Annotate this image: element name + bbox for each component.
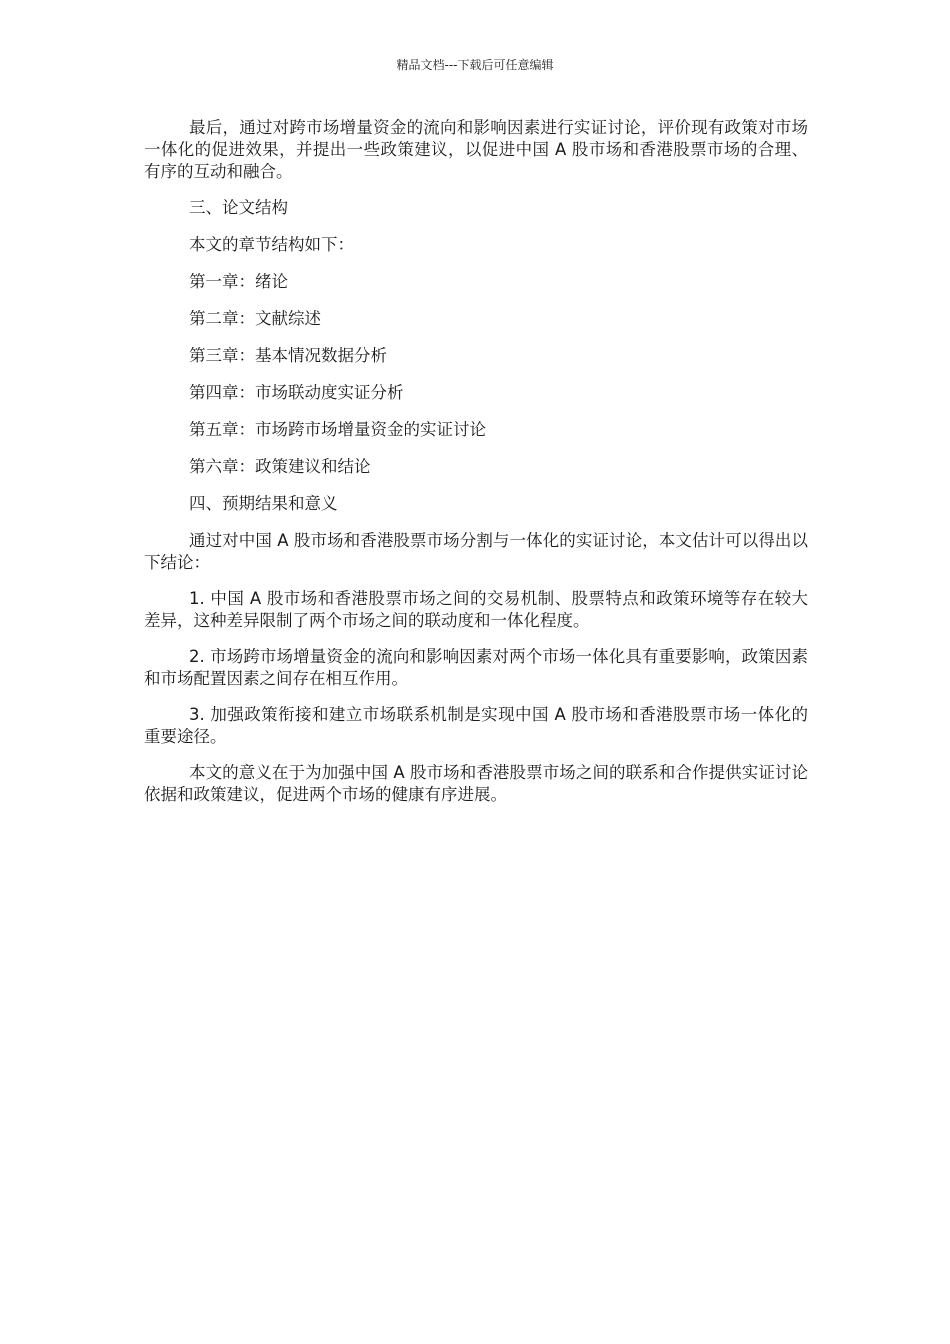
- chapter-item-4: 第四章：市场联动度实证分析: [189, 383, 404, 402]
- section-heading-results: 四、预期结果和意义: [189, 494, 338, 513]
- conclusion-item-3: 3. 加强政策衔接和建立市场联系机制是实现中国 A 股市场和香港股票市场一体化的重要途径。: [144, 705, 808, 746]
- structure-intro: 本文的章节结构如下：: [189, 235, 354, 254]
- significance-paragraph: 本文的意义在于为加强中国 A 股市场和香港股票市场之间的联系和合作提供实证讨论依据和政策建议，促进两个市场的健康有序进展。: [144, 763, 808, 804]
- chapter-item-6: 第六章：政策建议和结论: [189, 457, 371, 476]
- chapter-item-2: 第二章：文献综述: [189, 309, 321, 328]
- chapter-item-1: 第一章：绪论: [189, 272, 288, 291]
- chapter-item-3: 第三章：基本情况数据分析: [189, 346, 387, 365]
- chapter-item-5: 第五章：市场跨市场增量资金的实证讨论: [189, 420, 486, 439]
- page-header: 精品文档---下载后可任意编辑: [396, 58, 554, 72]
- document-body: [144, 117, 808, 820]
- section-heading-structure: 三、论文结构: [189, 198, 288, 217]
- intro-paragraph: 最后，通过对跨市场增量资金的流向和影响因素进行实证讨论，评价现有政策对市场一体化的促进效果，并提出一些政策建议，以促进中国 A 股市场和香港股票市场的合理、有序的互动和融合。: [144, 118, 808, 181]
- results-intro-paragraph: 通过对中国 A 股市场和香港股票市场分割与一体化的实证讨论，本文估计可以得出以下结论：: [144, 531, 808, 572]
- conclusion-item-2: 2. 市场跨市场增量资金的流向和影响因素对两个市场一体化具有重要影响，政策因素和市场配置因素之间存在相互作用。: [144, 647, 808, 688]
- conclusion-item-1: 1. 中国 A 股市场和香港股票市场之间的交易机制、股票特点和政策环境等存在较大差异，这种差异限制了两个市场之间的联动度和一体化程度。: [144, 589, 808, 630]
